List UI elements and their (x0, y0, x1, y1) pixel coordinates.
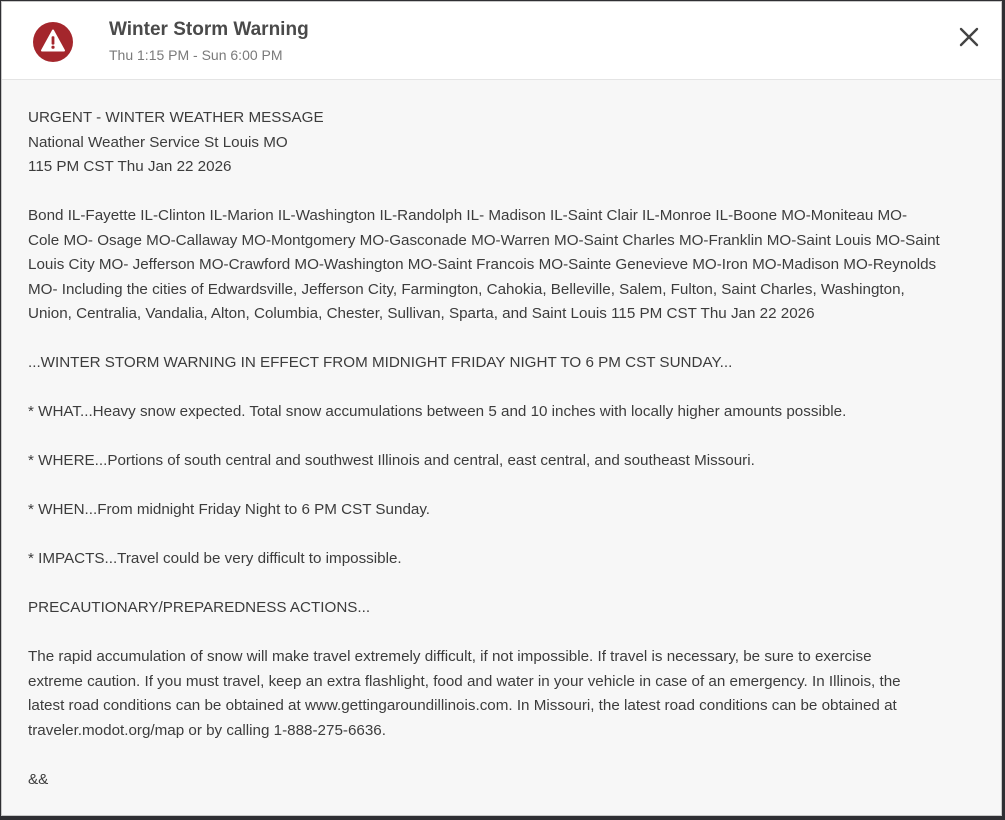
alert-dialog (1, 1, 1002, 816)
precautionary-line: traveler.modot.org/map or by calling 1-888-275-6636. (28, 721, 386, 739)
areas-line: Bond IL-Fayette IL-Clinton IL-Marion IL-Washington IL-Randolph IL- Madison IL-Saint Clair IL-Monroe IL-Boone MO-Moniteau MO- (28, 207, 908, 224)
what-text: * WHAT...Heavy snow expected. Total snow accumulations between 5 and 10 inches with locally higher amounts possible. (28, 403, 847, 420)
message-areas (28, 204, 978, 327)
precautionary-heading-text: PRECAUTIONARY/PREPAREDNESS ACTIONS... (28, 599, 371, 616)
message-what (28, 400, 978, 425)
message-headline (28, 351, 978, 376)
message-where (28, 449, 978, 474)
warning-triangle-icon (33, 22, 73, 62)
headline-text: ...WINTER STORM WARNING IN EFFECT FROM MIDNIGHT FRIDAY NIGHT TO 6 PM CST SUNDAY... (28, 354, 733, 371)
message-end-marker (28, 768, 978, 793)
areas-line: Louis City MO- Jefferson MO-Crawford MO-Washington MO-Saint Francois MO-Sainte Genevieve MO-Iron MO-Madison MO-Reynolds (28, 256, 937, 273)
alert-title: Winter Storm Warning (109, 19, 309, 40)
message-precautionary-heading (28, 596, 978, 621)
precautionary-line: The rapid accumulation of snow will make travel extremely difficult, if not impossible. If travel is necessary, be sure to exercise (28, 648, 872, 665)
areas-line: Union, Centralia, Vandalia, Alton, Columbia, Chester, Sullivan, Sparta, and Saint Louis 115 PM CST Thu Jan 22 2026 (28, 305, 815, 322)
areas-line: MO- Including the cities of Edwardsville, Jefferson City, Farmington, Cahokia, Belleville, Salem, Fulton, Saint Charles, Washington, (28, 280, 905, 298)
where-text: * WHERE...Portions of south central and southwest Illinois and central, east central, and southeast Missouri. (28, 452, 755, 469)
message-header-line: 115 PM CST Thu Jan 22 2026 (28, 158, 232, 175)
precautionary-line: latest road conditions can be obtained at www.gettingaroundillinois.com. In Missouri, the latest road conditions can be obtained at (28, 697, 897, 714)
end-marker-text: && (28, 770, 49, 788)
alert-message (28, 106, 978, 816)
impacts-text: * IMPACTS...Travel could be very difficult to impossible. (28, 550, 402, 567)
message-when (28, 498, 978, 523)
message-precautionary-actions (28, 645, 978, 743)
areas-line: Cole MO- Osage MO-Callaway MO-Montgomery MO-Gasconade MO-Warren MO-Saint Charles MO-Franklin MO-Saint Louis MO-Saint (28, 231, 940, 249)
alert-header (2, 2, 1001, 80)
close-icon (956, 24, 982, 50)
alert-time-range: Thu 1:15 PM - Sun 6:00 PM (109, 47, 283, 63)
message-impacts (28, 547, 978, 572)
message-header-line: URGENT - WINTER WEATHER MESSAGE (28, 109, 324, 126)
precautionary-line: extreme caution. If you must travel, keep an extra flashlight, food and water in your vehicle in case of an emergency. In Illinois, the (28, 672, 901, 690)
message-header (28, 106, 978, 180)
when-text: * WHEN...From midnight Friday Night to 6 PM CST Sunday. (28, 501, 431, 518)
close-button[interactable] (956, 24, 982, 50)
message-header-line: National Weather Service St Louis MO (28, 133, 288, 151)
